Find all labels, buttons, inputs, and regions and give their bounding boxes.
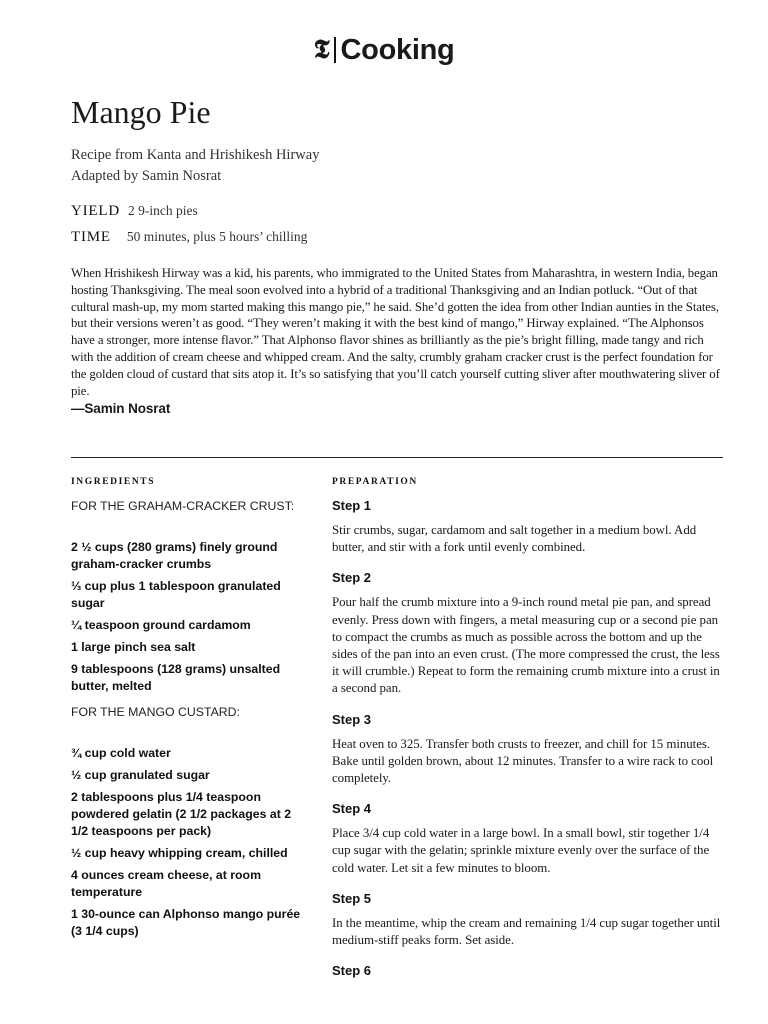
logo-divider: [334, 37, 336, 63]
step-text: In the meantime, whip the cream and remaining 1/4 cup sugar together until medium-stiff peaks form. Set aside.: [332, 915, 721, 948]
ingredient-item: ½ cup heavy whipping cream, chilled: [71, 846, 288, 860]
ingredient-group-title: FOR THE GRAHAM-CRACKER CRUST:: [71, 499, 295, 513]
step-title: Step 1: [332, 498, 372, 513]
ingredient-item: 2 ½ cups (280 grams) finely ground graham-cracker crumbs: [71, 540, 278, 571]
brand-logo[interactable]: [0, 34, 768, 66]
yield-value: 2 9-inch pies: [128, 203, 198, 218]
preparation-steps: [332, 497, 727, 993]
step-3: [332, 711, 727, 788]
time-label: TIME: [71, 229, 111, 245]
preparation-heading: PREPARATION: [332, 477, 418, 487]
ingredients-heading: INGREDIENTS: [71, 477, 156, 487]
step-text: Pour half the crumb mixture into a 9-inch round metal pie pan, and spread evenly. Press down with fingers, a metal measuring cup or a second pie pan to compact the crumbs as much as possible across the bottom and up the sides of the pan into an even crust. (The more compressed the crust, the less it will crumble.) Repeat to form the remaining crumb mixture into a crust in a second pan.: [332, 595, 720, 696]
step-title: Step 6: [332, 963, 372, 979]
recipe-description: [71, 265, 727, 418]
step-text: Heat oven to 325. Transfer both crusts to freezer, and chill for 15 minutes. Bake until golden brown, about 12 minutes. Transfer to a wire rack to cool completely.: [332, 736, 714, 786]
ingredient-group-custard: [71, 745, 303, 940]
ingredient-item: 1 30-ounce can Alphonso mango purée (3 1/4 cups): [71, 907, 301, 938]
step-5: [332, 890, 727, 949]
recipe-title: Mango Pie: [71, 94, 211, 130]
step-title: Step 3: [332, 711, 372, 727]
description-text: When Hrishikesh Hirway was a kid, his parents, who immigrated to the United States from Maharashtra, in western India, began hosting Thanksgiving. The meal soon evolved into a hybrid of a traditional Thanksgiving and an Indian potluck. “Out of that cultural mash-up, my mom started making this mango pie,” he said. She’d gotten the idea from other Indian aunties in the States, but their versions weren’t as good. “They weren’t making it with the best kind of mango,” Hirway explained. “The Alphonsos have a stronger, more intense flavor.” That Alphonso flavor shines as brilliantly as the pie’s bright filling, made tangy and rich with the addition of cream cheese and whipped cream. And the salty, crumbly graham cracker crust is the perfect foundation for the golden cloud of custard that sits atop it. It’s so satisfying that you’ll catch yourself cutting sliver after mouthwatering sliver of pie.: [71, 266, 720, 398]
ingredients-list: [71, 499, 303, 945]
step-6: [332, 962, 727, 980]
yield-label: YIELD: [71, 203, 120, 219]
recipe-yield: [71, 203, 198, 220]
ingredient-item: ½ cup granulated sugar: [71, 768, 210, 782]
ingredient-item: ¾ cup cold water: [71, 746, 171, 760]
ingredient-item: 4 ounces cream cheese, at room temperature: [71, 868, 262, 899]
step-2: [332, 569, 727, 697]
step-title: Step 5: [332, 890, 372, 906]
section-divider: [71, 457, 723, 458]
ingredient-group-crust: [71, 539, 303, 695]
step-text: Stir crumbs, sugar, cardamom and salt together in a medium bowl. Add butter, and stir with a fork until evenly combined.: [332, 523, 697, 555]
description-author: —Samin Nosrat: [71, 401, 171, 417]
step-text: Place 3/4 cup cold water in a large bowl. In a small bowl, stir together 1/4 cup sugar with the gelatin; sprinkle mixture evenly over the surface of the cold water. Let sit a few minutes to bloom.: [332, 826, 710, 875]
recipe-time: [71, 229, 307, 246]
ingredient-item: 9 tablespoons (128 grams) unsalted butter, melted: [71, 662, 281, 693]
step-1: [332, 497, 727, 556]
nyt-t-logo-icon: 𝕿: [313, 35, 330, 65]
recipe-credit: Recipe from Kanta and Hrishikesh Hirway: [71, 147, 320, 163]
ingredient-item: ⅓ cup plus 1 tablespoon granulated sugar: [71, 579, 281, 610]
ingredient-item: ¼ teaspoon ground cardamom: [71, 618, 251, 632]
brand-name: Cooking: [340, 34, 455, 66]
step-4: [332, 800, 727, 877]
step-title: Step 4: [332, 801, 372, 817]
ingredient-item: 2 tablespoons plus 1/4 teaspoon powdered gelatin (2 1/2 packages at 2 1/2 teaspoons per pack): [71, 790, 292, 838]
step-title: Step 2: [332, 570, 372, 586]
ingredient-group-title: FOR THE MANGO CUSTARD:: [71, 705, 240, 719]
ingredient-item: 1 large pinch sea salt: [71, 640, 196, 654]
time-value: 50 minutes, plus 5 hours’ chilling: [126, 229, 308, 244]
recipe-adapted-by: Adapted by Samin Nosrat: [71, 168, 222, 184]
